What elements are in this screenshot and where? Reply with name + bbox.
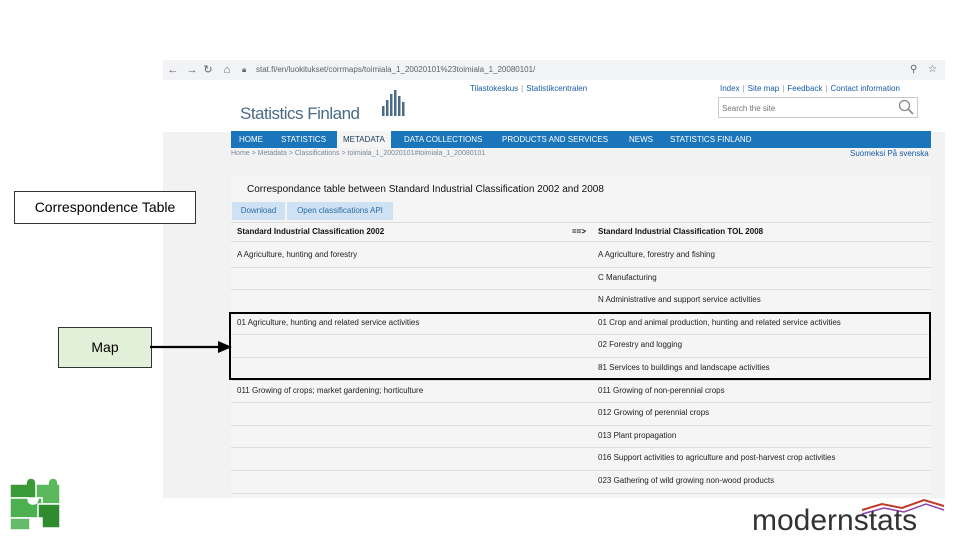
nav-statistics[interactable]: STATISTICS xyxy=(281,135,327,144)
main-nav xyxy=(231,131,931,148)
table-cell-left: 01 Agriculture, hunting and related service activities xyxy=(237,317,420,327)
map-label: Map xyxy=(58,327,152,368)
tab-download[interactable]: Download xyxy=(232,202,285,220)
back-icon[interactable]: ← xyxy=(167,64,179,76)
link-statistikcentralen[interactable]: Statistikcentralen xyxy=(526,84,588,93)
nav-statistics-finland[interactable]: STATISTICS FINLAND xyxy=(670,135,752,144)
lock-icon: 🔒︎ xyxy=(242,65,247,74)
link-contact[interactable]: Contact information xyxy=(830,84,900,93)
search-input[interactable] xyxy=(719,100,892,117)
tab-open-classifications-api[interactable]: Open classifications API xyxy=(287,202,393,220)
reload-icon[interactable]: ↻ xyxy=(203,64,213,76)
top-links-left: Tilastokeskus | Statistikcentralen xyxy=(470,84,588,93)
modernstats-wordmark: modernstats xyxy=(752,504,918,537)
nav-data-collections[interactable]: DATA COLLECTIONS xyxy=(404,135,483,144)
table-header-left: Standard Industrial Classification 2002 xyxy=(237,227,385,236)
map-highlight-box xyxy=(229,312,931,380)
breadcrumb[interactable]: Home > Metadata > Classifications > toimiala_1_20020101#toimiala_1_20080101 xyxy=(231,150,486,157)
nav-metadata[interactable]: METADATA xyxy=(337,131,391,148)
link-tilastokeskus[interactable]: Tilastokeskus xyxy=(470,84,519,93)
table-row-divider xyxy=(231,447,931,448)
table-cell-right[interactable]: 023 Gathering of wild growing non-wood products xyxy=(598,476,775,485)
table-row-divider xyxy=(231,493,931,494)
table-cell-right[interactable]: C Manufacturing xyxy=(598,272,657,282)
table-divider xyxy=(231,241,931,242)
table-row-divider xyxy=(231,289,931,290)
link-feedback[interactable]: Feedback xyxy=(787,84,823,93)
bookmark-star-icon[interactable]: ☆ xyxy=(928,64,937,75)
nav-home[interactable]: HOME xyxy=(239,135,263,144)
table-row-divider xyxy=(231,470,931,471)
nav-products-and-services[interactable]: PRODUCTS AND SERVICES xyxy=(502,135,609,144)
home-icon[interactable]: ⌂ xyxy=(223,64,231,76)
puzzle-logo-icon xyxy=(8,474,62,532)
link-site-map[interactable]: Site map xyxy=(747,84,780,93)
table-cell-right[interactable]: N Administrative and support service activities xyxy=(598,295,761,305)
language-links[interactable]: Suomeksi På svenska xyxy=(850,149,929,158)
table-header-arrow: ==> xyxy=(572,227,587,236)
table-cell-right[interactable]: 016 Support activities to agriculture and post-harvest crop activities xyxy=(598,453,836,463)
page-title: Correspondance table between Standard Industrial Classification 2002 and 2008 xyxy=(247,184,604,195)
link-index[interactable]: Index xyxy=(720,84,740,93)
table-cell-right[interactable]: 01 Crop and animal production, hunting and related service activities xyxy=(598,317,841,327)
nav-news[interactable]: NEWS xyxy=(629,135,653,144)
table-cell-right[interactable]: 02 Forestry and logging xyxy=(598,340,683,350)
table-cell-left: 011 Growing of crops; market gardening; horticulture xyxy=(237,385,424,395)
table-cell-right[interactable]: 011 Growing of non-perennial crops xyxy=(598,385,725,395)
url-text[interactable]: stat.fi/en/luokitukset/corrmaps/toimiala_1_20020101%23toimiala_1_20080101/ xyxy=(256,65,536,74)
modernstats-logo xyxy=(752,496,948,540)
table-row-divider xyxy=(231,425,931,426)
top-links-right: Index | Site map | Feedback | Contact information xyxy=(720,84,900,93)
table-row-divider xyxy=(231,402,931,403)
table-cell-left: A Agriculture, hunting and forestry xyxy=(237,250,358,259)
arrow-right-icon xyxy=(150,340,232,354)
table-divider xyxy=(231,222,931,223)
zoom-icon[interactable]: ⚲ xyxy=(910,64,918,75)
site-search xyxy=(718,97,918,118)
table-cell-right[interactable]: 012 Growing of perennial crops xyxy=(598,408,710,418)
table-cell-right[interactable]: 81 Services to buildings and landscape activities xyxy=(598,363,770,372)
site-logo[interactable]: Statistics Finland xyxy=(240,104,360,123)
table-cell-right[interactable]: A Agriculture, forestry and fishing xyxy=(598,250,715,259)
logo-bars-icon xyxy=(381,88,405,120)
table-header-right: Standard Industrial Classification TOL 2008 xyxy=(598,227,764,236)
correspondence-table-label: Correspondence Table xyxy=(14,191,196,224)
table-cell-right[interactable]: 013 Plant propagation xyxy=(598,430,677,440)
forward-icon[interactable]: → xyxy=(186,64,198,76)
table-row-divider xyxy=(231,267,931,268)
search-icon[interactable] xyxy=(898,99,914,115)
